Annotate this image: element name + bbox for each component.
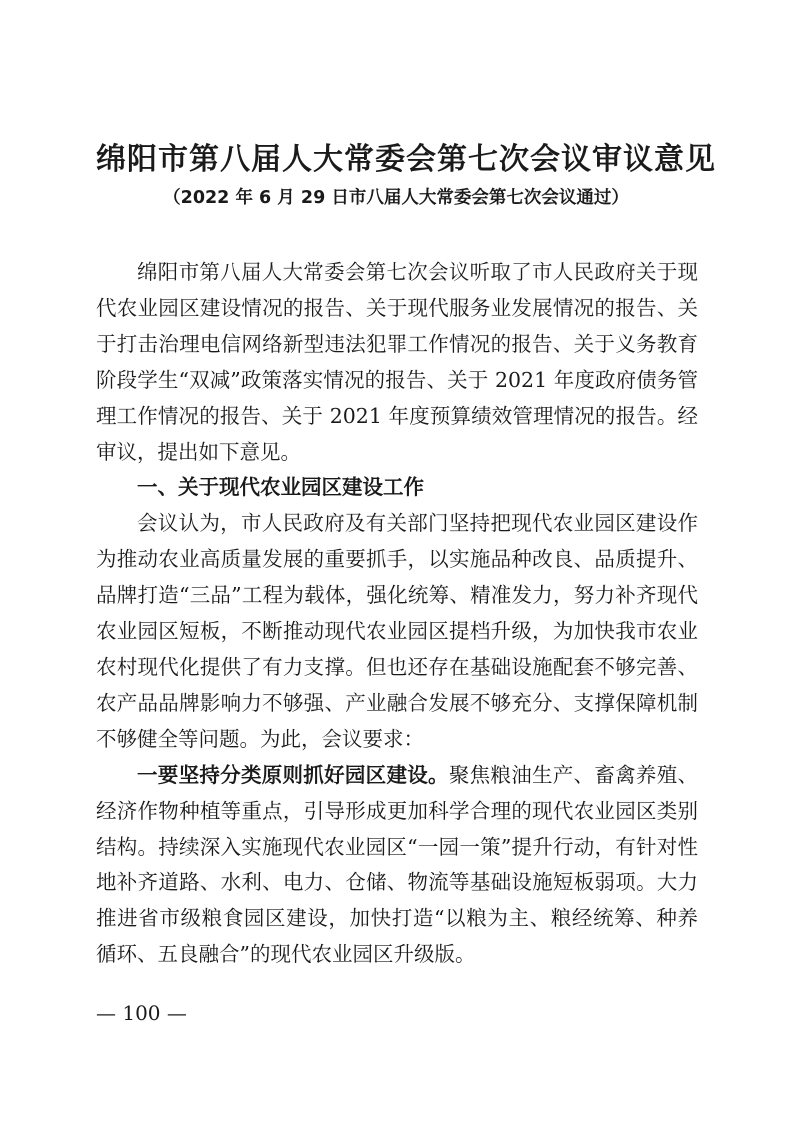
paragraph-assessment: 会议认为，市人民政府及有关部门坚持把现代农业园区建设作为推动农业高质量发展的重要抓手，以实施品种改良、品质提升、品牌打造“三品”工程为载体，强化统筹、精准发力，努力补齐现代农业园区短板，不断推动现代农业园区提档升级，为加快我市农业农村现代化提供了有力支撑。但也还存在基础设施配套不够完善、农产品品牌影响力不够强、产业融合发展不够充分、支撑保障机制不够健全等问题。为此，会议要求： [96, 511, 698, 751]
document-subtitle: （2022 年 6 月 29 日市八届人大常委会第七次会议通过） [163, 188, 629, 208]
section-heading: 一、关于现代农业园区建设工作 [137, 475, 424, 500]
requirement-text: 聚焦粮油生产、畜禽养殖、经济作物种植等重点，引导形成更加科学合理的现代农业园区类别结构。持续深入实施现代农业园区“一园一策”提升行动，有针对性地补齐道路、水利、电力、仓储、物流等基础设施短板弱项。大力推进省市级粮食园区建设，加快打造“以粮为主、粮经统筹、种养循环、五良融合”的现代农业园区升级版。 [96, 762, 699, 967]
document-title: 绵阳市第八届人大常委会第七次会议审议意见 [96, 142, 716, 177]
paragraph-intro: 绵阳市第八届人大常委会第七次会议听取了市人民政府关于现代农业园区建设情况的报告、关于现代服务业发展情况的报告、关于打击治理电信网络新型违法犯罪工作情况的报告、关于义务教育阶段学生“双减”政策落实情况的报告、关于 2021 年度政府债务管理工作情况的报告、关于 2021 年度预算绩效管理情况的报告。经审议，提出如下意见。 [96, 260, 698, 464]
document-body [96, 255, 698, 973]
page-number: — 100 — [96, 1001, 187, 1025]
paragraph-requirement-1 [96, 758, 698, 973]
requirement-lead: 一要坚持分类原则抓好园区建设。 [137, 762, 449, 787]
